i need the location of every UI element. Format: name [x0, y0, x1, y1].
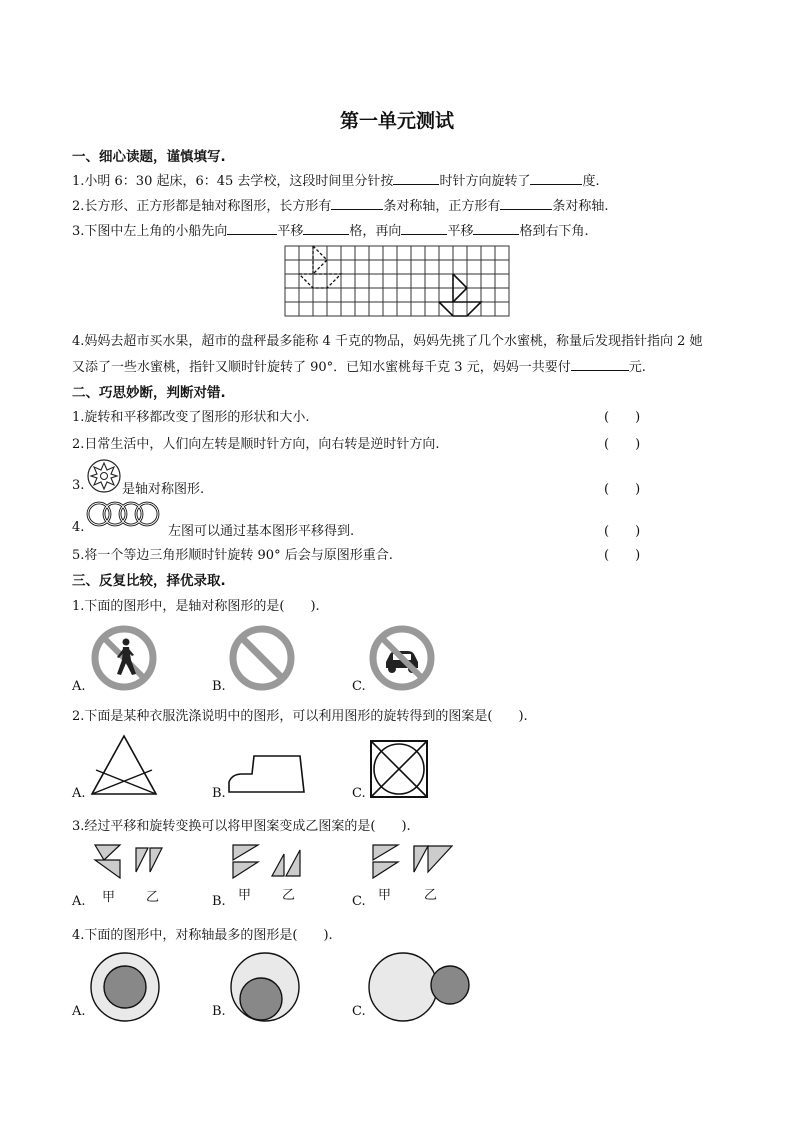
s2-question-2: 2.日常生活中，人们向左转是顺时针方向，向右转是逆时针方向.: [72, 437, 440, 452]
no-car-sign-icon[interactable]: [368, 624, 436, 692]
option-b-label[interactable]: B.: [212, 786, 226, 801]
olympic-rings-icon: [86, 497, 166, 531]
section-2-heading: 二、巧思妙断，判断对错.: [72, 385, 226, 401]
square-circle-x-figure[interactable]: [368, 738, 430, 800]
answer-blank[interactable]: [331, 197, 383, 210]
option-b-label[interactable]: B.: [212, 894, 226, 909]
option-b-label[interactable]: B.: [212, 1004, 226, 1019]
s2-question-3: 是轴对称图形.: [122, 482, 205, 497]
yi-label: 乙: [424, 888, 438, 903]
option-b-label[interactable]: B.: [212, 679, 226, 694]
s3-question-2: 2.下面是某种衣服洗涤说明中的图形，可以利用图形的旋转得到的图案是( ).: [72, 709, 528, 724]
s2-question-4: 左图可以通过基本图形平移得到.: [168, 524, 355, 539]
answer-blank[interactable]: [500, 197, 552, 210]
boat-grid-figure: [281, 242, 513, 318]
option-c-label[interactable]: C.: [352, 894, 366, 909]
jia-label: 甲: [238, 888, 252, 903]
answer-blank[interactable]: [227, 222, 277, 235]
concentric-circles-figure[interactable]: [88, 950, 162, 1024]
answer-blank[interactable]: [530, 172, 582, 185]
answer-parens[interactable]: ( ): [604, 437, 641, 452]
s1-question-4: 4.妈妈去超市买水果，超市的盘秤最多能称 4 千克的物品，妈妈先挑了几个水蜜桃，称量后发现指针指向 2 她: [72, 334, 703, 349]
s1-question-2: 2.长方形、正方形都是轴对称图形，长方形有 条对称轴，正方形有 条对称轴.: [72, 199, 609, 214]
answer-parens[interactable]: ( ): [604, 410, 641, 425]
s2-question-4-num: 4.: [72, 520, 85, 535]
s2-question-5: 5.将一个等边三角形顺时针旋转 90° 后会与原图形重合.: [72, 548, 393, 563]
solid-boat: [439, 274, 481, 316]
option-c-label[interactable]: C.: [352, 786, 366, 801]
answer-blank[interactable]: [401, 222, 447, 235]
no-entry-sign-icon[interactable]: [228, 624, 296, 692]
flower-emblem-icon: [86, 458, 122, 494]
option-a-label[interactable]: A.: [72, 679, 86, 694]
s2-question-1: 1.旋转和平移都改变了图形的形状和大小.: [72, 410, 310, 425]
answer-parens[interactable]: ( ): [604, 482, 641, 497]
s3-question-4: 4.下面的图形中，对称轴最多的图形是( ).: [72, 928, 333, 943]
option-c-jia-yi-figure[interactable]: [370, 842, 456, 884]
answer-parens[interactable]: ( ): [604, 524, 641, 539]
s1-question-1: 1.小明 6：30 起床，6：45 去学校，这段时间里分针按 时针方向旋转了 度.: [72, 174, 600, 189]
option-b-jia-yi-figure[interactable]: [230, 842, 312, 884]
dashed-boat: [299, 246, 341, 288]
answer-blank[interactable]: [393, 172, 439, 185]
jia-label: 甲: [378, 888, 392, 903]
option-a-label[interactable]: A.: [72, 786, 86, 801]
page-title: 第一单元测试: [339, 110, 454, 132]
iron-shape-figure[interactable]: [226, 752, 306, 796]
s1-question-3: 3.下图中左上角的小船先向 平移 格，再向 平移 格到右下角.: [72, 224, 589, 239]
no-pedestrian-sign-icon[interactable]: [90, 624, 158, 692]
s2-question-3-num: 3.: [72, 478, 85, 493]
triangle-cross-figure[interactable]: [88, 732, 160, 798]
option-a-label[interactable]: A.: [72, 894, 86, 909]
option-c-label[interactable]: C.: [352, 679, 366, 694]
yi-label: 乙: [146, 890, 160, 905]
s3-question-1: 1.下面的图形中，是轴对称图形的是( ).: [72, 599, 320, 614]
yi-label: 乙: [282, 888, 296, 903]
option-a-label[interactable]: A.: [72, 1004, 86, 1019]
option-c-label[interactable]: C.: [352, 1004, 366, 1019]
answer-blank[interactable]: [473, 222, 519, 235]
option-a-jia-yi-figure[interactable]: [92, 842, 172, 882]
answer-blank[interactable]: [571, 358, 629, 371]
section-1-heading: 一、细心读题，谨慎填写.: [72, 149, 226, 165]
s1-question-4-cont: 又添了一些水蜜桃，指针又顺时针旋转了 90°．已知水蜜桃每千克 3 元，妈妈一共要付 元.: [72, 360, 646, 375]
inner-offset-circles-figure[interactable]: [228, 950, 302, 1024]
answer-blank[interactable]: [303, 222, 349, 235]
section-3-heading: 三、反复比较，择优录取.: [72, 573, 226, 589]
adjacent-circles-figure[interactable]: [366, 950, 474, 1024]
jia-label: 甲: [102, 890, 116, 905]
answer-parens[interactable]: ( ): [604, 548, 641, 563]
s3-question-3: 3.经过平移和旋转变换可以将甲图案变成乙图案的是( ).: [72, 819, 411, 834]
